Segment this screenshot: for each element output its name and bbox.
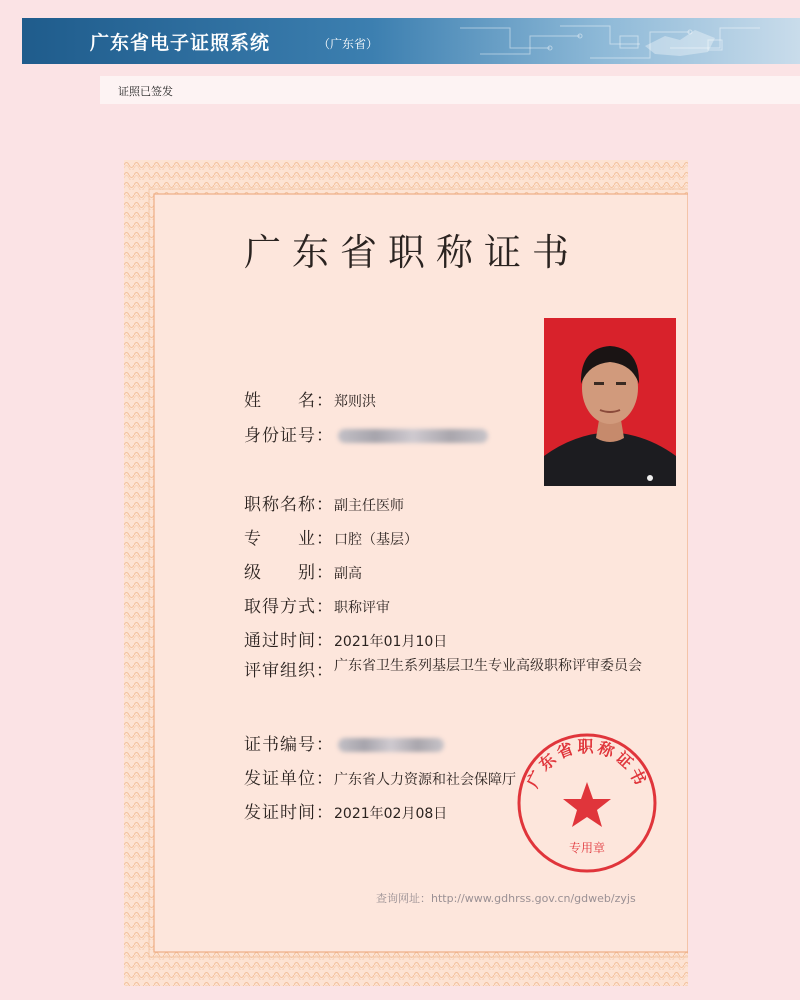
portrait-photo [544,318,676,486]
field-issuer [244,764,516,789]
level-value: 副高 [334,566,362,582]
field-level [244,558,362,583]
query-url: 查询网址：http://www.gdhrss.gov.cn/gdweb/zyjs [376,892,636,905]
seal-star-icon [563,782,611,827]
field-name [244,386,376,411]
seal-bottom-text: 专用章 [568,841,606,855]
seal-arc-text: 广东省职称证书 [522,736,652,791]
field-cert-number [244,730,444,755]
specialty-value: 口腔（基层） [334,532,418,548]
name-label: 姓 名： [244,391,334,411]
field-review-org [244,656,679,681]
id-number-redacted [338,429,488,443]
field-id-number [244,421,488,446]
field-method [244,592,390,617]
issuer-value: 广东省人力资源和社会保障厅 [334,772,516,788]
circuit-decoration-icon [440,18,800,64]
title-name-value: 副主任医师 [334,498,404,514]
title-name-label: 职称名称： [244,495,334,515]
certificate-title: 广东省职称证书 [244,231,580,274]
method-label: 取得方式： [244,597,334,617]
system-header-bar [22,18,800,64]
cert-number-redacted [338,738,444,752]
issue-date-value: 2021年02月08日 [334,806,448,822]
pass-date-label: 通过时间： [244,631,334,651]
status-text: 证照已签发 [118,85,173,98]
id-number-label: 身份证号： [244,426,334,446]
system-title: 广东省电子证照系统 [90,32,271,54]
method-value: 职称评审 [334,600,390,616]
name-value: 郑则洪 [334,394,376,410]
issuer-label: 发证单位： [244,769,334,789]
review-org-value: 广东省卫生系列基层卫生专业高级职称评审委员会 [334,658,642,674]
official-seal [514,730,660,876]
level-label: 级 别： [244,563,334,583]
field-issue-date [244,798,447,823]
field-title-name [244,490,404,515]
specialty-label: 专 业： [244,529,334,549]
field-pass-date [244,626,447,651]
review-org-label: 评审组织： [244,661,334,681]
issue-date-label: 发证时间： [244,803,334,823]
pass-date-value: 2021年01月10日 [334,634,448,650]
cert-number-label: 证书编号： [244,735,334,755]
system-subtitle: （广东省） [318,37,379,51]
status-bar [100,76,800,104]
certificate [124,160,688,986]
field-specialty [244,524,418,549]
